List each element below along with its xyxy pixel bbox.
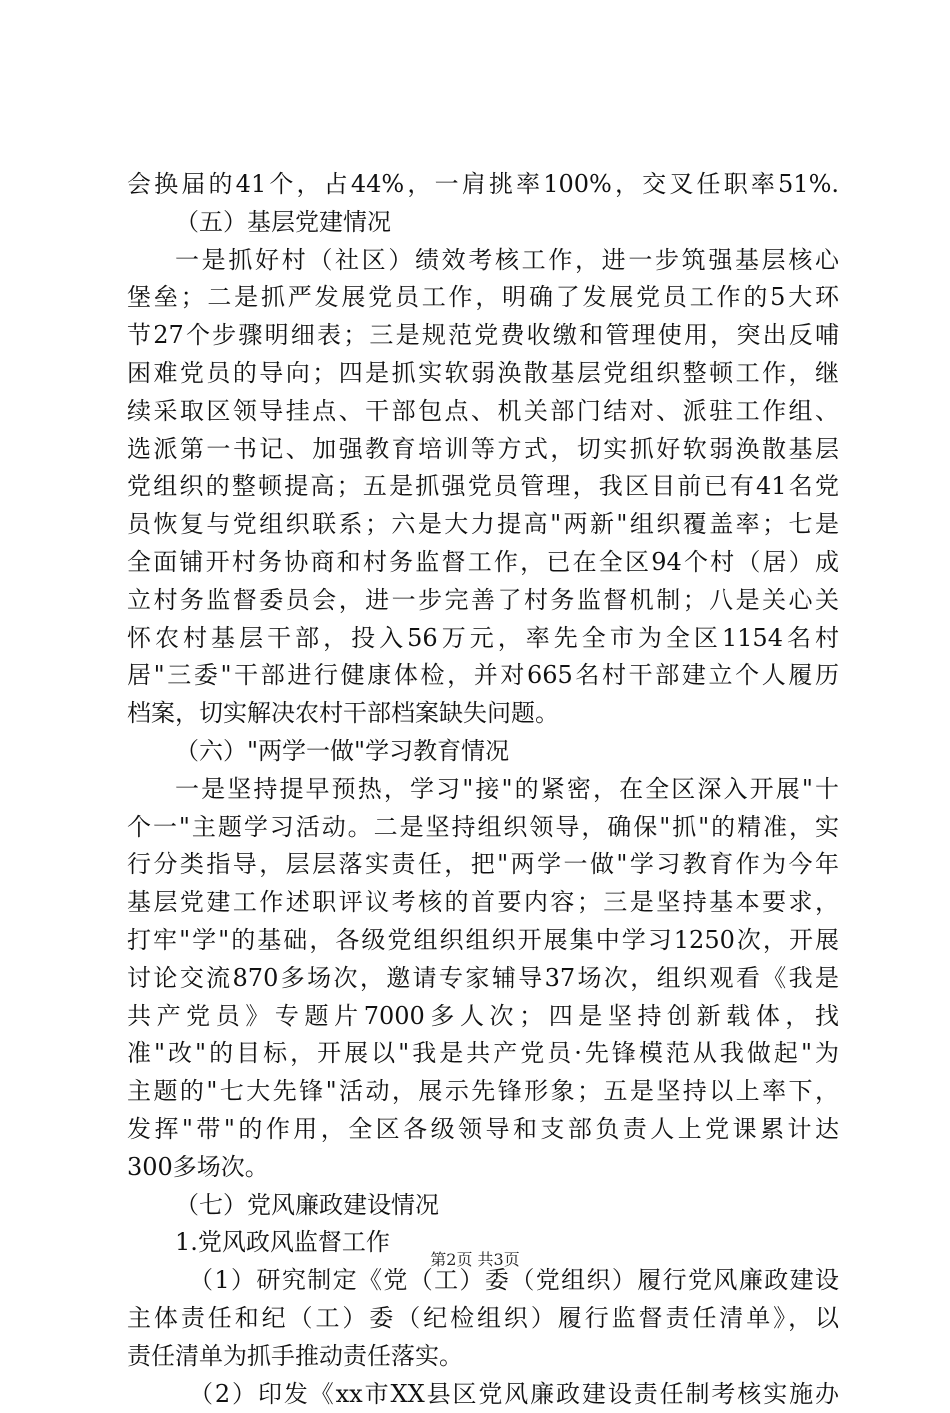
- paragraph-line: 党组织的整顿提高；五是抓强党员管理，我区目前已有41名党: [127, 468, 839, 506]
- paragraph-line: 员恢复与党组织联系；六是大力提高"两新"组织覆盖率；七是: [127, 506, 839, 544]
- paragraph-line: 责任清单为抓手推动责任落实。: [127, 1338, 839, 1376]
- section-heading: （五）基层党建情况: [127, 204, 839, 242]
- page-number-footer: 第2页 共3页: [0, 1247, 950, 1270]
- paragraph-line: 发挥"带"的作用，全区各级领导和支部负责人上党课累计达: [127, 1111, 839, 1149]
- paragraph-line: 续采取区领导挂点、干部包点、机关部门结对、派驻工作组、: [127, 393, 839, 431]
- paragraph-line: 档案，切实解决农村干部档案缺失问题。: [127, 695, 839, 733]
- paragraph-line: 个一"主题学习活动。二是坚持组织领导，确保"抓"的精准，实: [127, 809, 839, 847]
- paragraph-line: 节27个步骤明细表；三是规范党费收缴和管理使用，突出反哺: [127, 317, 839, 355]
- paragraph-line: 一是坚持提早预热，学习"接"的紧密，在全区深入开展"十: [127, 771, 839, 809]
- text-line: 会换届的41个，占44%，一肩挑率100%，交叉任职率51%.: [127, 166, 839, 204]
- paragraph-line: 困难党员的导向；四是抓实软弱涣散基层党组织整顿工作，继: [127, 355, 839, 393]
- paragraph-line: 怀农村基层干部，投入56万元，率先全市为全区1154名村: [127, 620, 839, 658]
- paragraph-line: 讨论交流870多场次，邀请专家辅导37场次，组织观看《我是: [127, 960, 839, 998]
- paragraph-line: 行分类指导，层层落实责任，把"两学一做"学习教育作为今年: [127, 846, 839, 884]
- paragraph-line: 共产党员》专题片7000多人次；四是坚持创新载体，找: [127, 998, 839, 1036]
- paragraph-line: 主题的"七大先锋"活动，展示先锋形象；五是坚持以上率下，: [127, 1073, 839, 1111]
- paragraph-line: 主体责任和纪（工）委（纪检组织）履行监督责任清单》，以: [127, 1300, 839, 1338]
- paragraph-line: 全面铺开村务协商和村务监督工作，已在全区94个村（居）成: [127, 544, 839, 582]
- paragraph-line: 基层党建工作述职评议考核的首要内容；三是坚持基本要求，: [127, 884, 839, 922]
- section-heading: （六）"两学一做"学习教育情况: [127, 733, 839, 771]
- paragraph-line: 一是抓好村（社区）绩效考核工作，进一步筑强基层核心: [127, 242, 839, 280]
- paragraph-line: 选派第一书记、加强教育培训等方式，切实抓好软弱涣散基层: [127, 431, 839, 469]
- subsection-heading: 1.党风政风监督工作: [127, 1224, 839, 1262]
- paragraph-line: （2）印发《xx市XX县区党风廉政建设责任制考核实施办: [127, 1376, 839, 1413]
- paragraph-line: 准"改"的目标，开展以"我是共产党员·先锋模范从我做起"为: [127, 1035, 839, 1073]
- paragraph-line: （1）研究制定《党（工）委（党组织）履行党风廉政建设: [127, 1262, 839, 1300]
- paragraph-line: 立村务监督委员会，进一步完善了村务监督机制；八是关心关: [127, 582, 839, 620]
- paragraph-line: 堡垒；二是抓严发展党员工作，明确了发展党员工作的5大环: [127, 279, 839, 317]
- paragraph-line: 打牢"学"的基础，各级党组织组织开展集中学习1250次，开展: [127, 922, 839, 960]
- paragraph-line: 300多场次。: [127, 1149, 839, 1187]
- section-heading: （七）党风廉政建设情况: [127, 1187, 839, 1225]
- paragraph-line: 居"三委"干部进行健康体检，并对665名村干部建立个人履历: [127, 657, 839, 695]
- document-body: [127, 166, 839, 1413]
